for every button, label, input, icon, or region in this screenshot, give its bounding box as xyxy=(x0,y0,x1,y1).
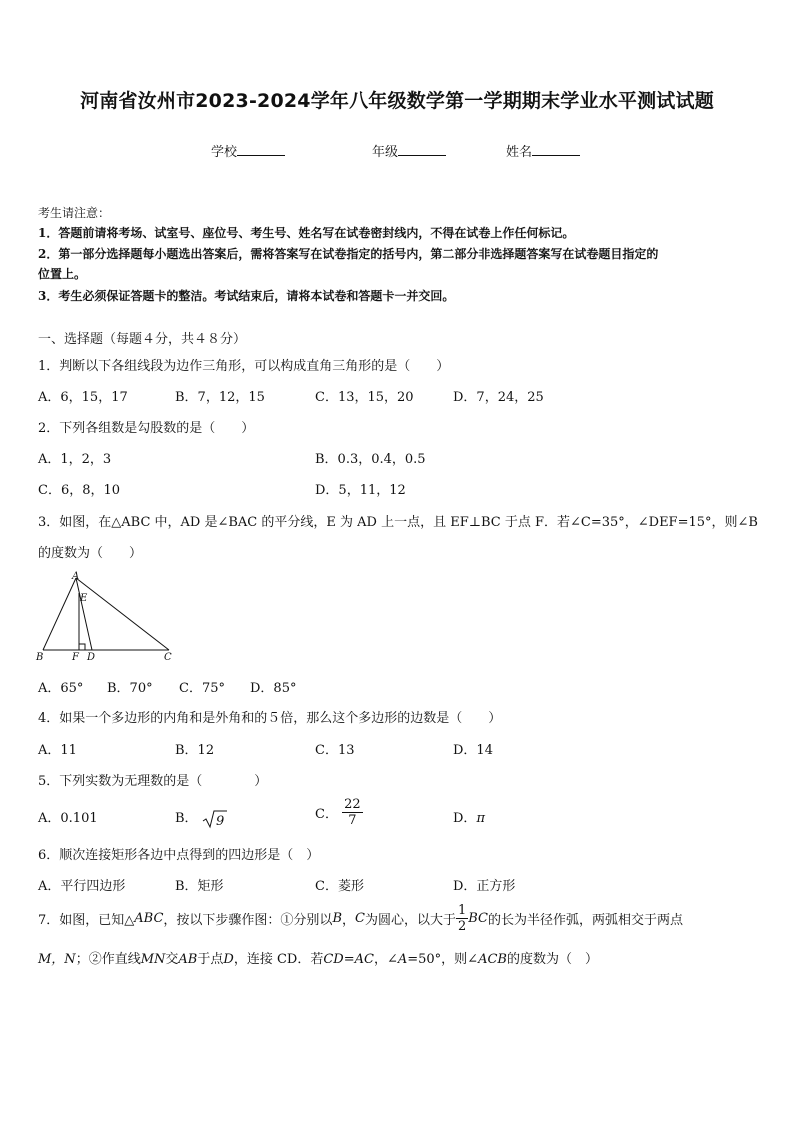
label-e: E xyxy=(80,593,88,604)
q7-segment-ab: AB xyxy=(178,952,198,967)
q1-option-d: D．7，24，25 xyxy=(453,390,544,405)
q7-text-1: 7．如图，已知△ xyxy=(38,913,135,928)
half-denominator: 2 xyxy=(457,919,467,934)
radical-sign-icon xyxy=(202,809,228,829)
school-field xyxy=(211,141,285,160)
q5-option-b-prefix: B． xyxy=(175,811,198,826)
q6-option-d: D．正方形 xyxy=(453,879,516,894)
label-f: F xyxy=(72,652,79,662)
notice-item-3: 3．考生必须保证答题卡的整洁。考试结束后，请将本试卷和答题卡一并交回。 xyxy=(38,289,455,303)
q5-option-c-prefix: C． xyxy=(315,807,338,822)
q3-stem-line1: 3．如图，在△ABC 中，AD 是∠BAC 的平分线，E 为 AD 上一点，且 EF⊥BC 于点 F．若∠C=35°，∠DEF=15°，则∠B xyxy=(38,515,758,530)
q7-point-b: B xyxy=(332,911,342,926)
notice-item-1: 1．答题前请将考场、试室号、座位号、考生号、姓名写在试卷密封线内，不得在试卷上作任何标记。 xyxy=(38,226,575,240)
q5-option-d xyxy=(453,807,485,826)
q5-option-b xyxy=(175,807,228,829)
q7-text-11: 的度数为（ ） xyxy=(506,952,598,967)
grade-label: 年级 xyxy=(372,145,399,160)
notice-heading: 考生请注意： xyxy=(38,206,111,220)
grade-blank xyxy=(398,143,446,156)
q7-point-c: C xyxy=(355,911,365,926)
q7-text-8: ，连接 CD．若 xyxy=(233,952,324,967)
fraction-22-7 xyxy=(342,797,363,828)
q7-angle-a: A xyxy=(397,952,408,967)
q4-option-c: C．13 xyxy=(315,743,355,758)
q7-text-7: 于点 xyxy=(197,952,224,967)
q7-points-mn: M，N xyxy=(38,952,76,967)
q2-option-c: C．6，8，10 xyxy=(38,483,121,498)
q7-triangle-abc: ABC xyxy=(134,911,164,926)
page-title: 河南省汝州市2023-2024学年八年级数学第一学期期末学业水平测试试题 xyxy=(80,90,714,112)
triangle-figure xyxy=(34,570,184,662)
q7-text-10: =50°，则∠ xyxy=(407,952,479,967)
name-blank xyxy=(532,143,580,156)
fraction-numerator: 22 xyxy=(344,797,361,812)
q3-option-a: A．65° xyxy=(38,681,84,696)
sqrt-expression xyxy=(202,809,228,829)
grade-field xyxy=(372,141,446,160)
right-angle-mark xyxy=(79,644,85,650)
q7-line-mn: MN xyxy=(140,952,166,967)
radicand: 9 xyxy=(215,813,224,829)
q7-text-5: ；②作直线 xyxy=(75,952,141,967)
name-field xyxy=(506,141,580,160)
q7-text-6: 交 xyxy=(165,952,179,967)
fraction-one-half xyxy=(456,903,468,934)
q4-stem: 4．如果一个多边形的内角和是外角和的５倍，那么这个多边形的边数是（ ） xyxy=(38,711,502,726)
q3-option-b: B．70° xyxy=(107,681,153,696)
q2-stem: 2．下列各组数是勾股数的是（ ） xyxy=(38,421,255,436)
q3-option-c: C．75° xyxy=(179,681,225,696)
q5-option-d-prefix: D． xyxy=(453,811,477,826)
name-label: 姓名 xyxy=(506,145,533,160)
label-b: B xyxy=(36,652,44,662)
q5-stem: 5．下列实数为无理数的是（ ） xyxy=(38,774,268,789)
q3-stem-line2: 的度数为（ ） xyxy=(38,546,143,561)
q7-line2 xyxy=(38,948,598,967)
label-a: A xyxy=(72,571,80,582)
q7-line1 xyxy=(38,903,683,934)
notice-item-2-cont: 位置上。 xyxy=(38,267,87,281)
pi-symbol: π xyxy=(476,811,485,826)
section-heading: 一、选择题（每题４分，共４８分） xyxy=(38,332,247,347)
q2-option-b: B．0.3，0.4，0.5 xyxy=(315,452,426,467)
q6-option-a: A．平行四边形 xyxy=(38,879,126,894)
q1-option-b: B．7，12，15 xyxy=(175,390,265,405)
q4-option-b: B．12 xyxy=(175,743,215,758)
q4-option-d: D．14 xyxy=(453,743,493,758)
q6-option-b: B．矩形 xyxy=(175,879,224,894)
q6-option-c: C．菱形 xyxy=(315,879,364,894)
side-ab xyxy=(43,578,76,650)
q1-stem: 1．判断以下各组线段为边作三角形，可以构成直角三角形的是（ ） xyxy=(38,359,450,374)
notice-item-2: 2．第一部分选择题每小题选出答案后，需将答案写在试卷指定的括号内，第二部分非选择题答案写在试卷题目指定的 xyxy=(38,247,659,261)
q7-equation-cd-ac: CD=AC xyxy=(323,952,374,967)
half-numerator: 1 xyxy=(457,903,467,918)
q7-text-4: 的长为半径作弧，两弧相交于两点 xyxy=(488,913,684,928)
q3-option-d: D．85° xyxy=(250,681,297,696)
q2-option-d: D．5，11，12 xyxy=(315,483,406,498)
school-blank xyxy=(237,143,285,156)
fraction-denominator: 7 xyxy=(348,813,357,828)
label-d: D xyxy=(87,652,96,662)
q7-text-3: 为圆心，以大于 xyxy=(364,913,456,928)
q1-option-a: A．6，15，17 xyxy=(38,390,128,405)
q4-option-a: A．11 xyxy=(38,743,77,758)
q7-point-d: D xyxy=(223,952,234,967)
q7-angle-acb: ACB xyxy=(478,952,507,967)
q7-segment-bc: BC xyxy=(468,911,489,926)
q6-stem: 6．顺次连接矩形各边中点得到的四边形是（ ） xyxy=(38,848,320,863)
q1-option-c: C．13，15，20 xyxy=(315,390,414,405)
q7-text-9: ，∠ xyxy=(373,952,398,967)
q2-option-a: A．1，2，3 xyxy=(38,452,112,467)
q7-text-2: ，按以下步骤作图：①分别以 xyxy=(163,913,333,928)
label-c: C xyxy=(164,652,172,662)
school-label: 学校 xyxy=(211,145,238,160)
q5-option-c xyxy=(315,797,363,828)
q7-comma: ， xyxy=(342,913,356,928)
q5-option-a: A．0.101 xyxy=(38,811,98,826)
